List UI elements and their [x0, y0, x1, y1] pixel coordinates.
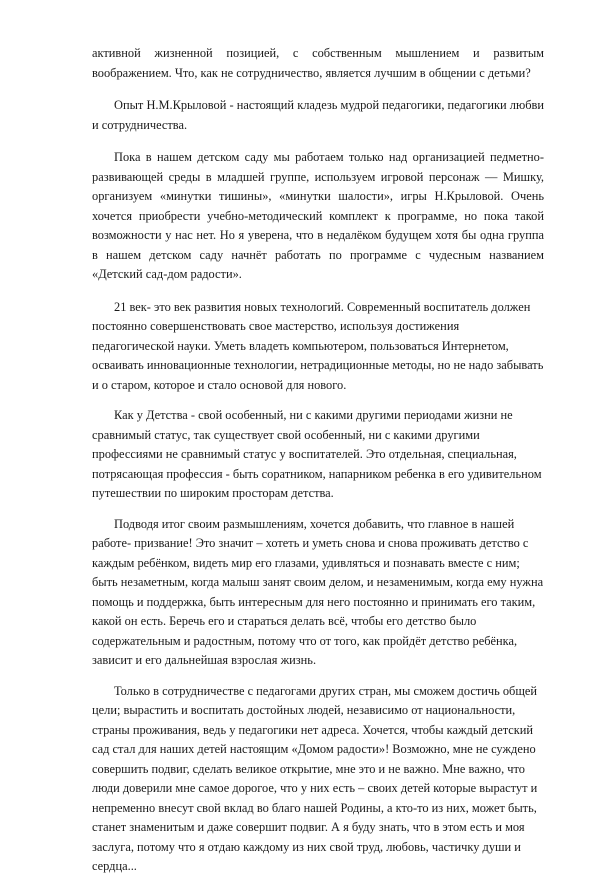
- paragraph-7: Только в сотрудничестве с педагогами других стран, мы сможем достичь общей цели; вырастить и воспитать достойных людей, независимо от национальности, страны проживания, ведь у педагогики нет адреса. Хочется, чтобы каждый детский сад стал для наших детей настоящим «Домом радости»! Возможно, мне не суждено совершить подвиг, сделать великое открытие, мне это и не важно. Мне важно, что люди доверили мне самое дорогое, что у них есть – своих детей которые вырастут и непременно внесут свой вклад во благо нашей Родины, а кто-то из них, может быть, станет знаменитым и даже совершит подвиг. А я буду знать, что в этом есть и моя заслуга, потому что я отдаю каждому из них свой труд, любовь, частичку души и сердца...: [92, 683, 538, 873]
- paragraph-4: 21 век- это век развития новых технологий. Современный воспитатель должен постоянно совершенствовать свое мастерство, используя достижения педагогической науки. Уметь владеть компьютером, пользоваться Интернетом, осваивать инновационные технологии, нетрадиционные методы, но не надо забывать и о старом, которое и стало основой для нового.: [92, 299, 544, 392]
- paragraph-5: Как у Детства - свой особенный, ни с какими другими периодами жизни не сравнимый статус, так существует свой особенный, ни с какими другими профессиями не сравнимый статус у воспитателей. Это отдельная, специальная, потрясающая профессия - быть соратником, напарником ребенка в его удивительном путешествии по широким просторам детства.: [92, 408, 542, 500]
- paragraph-1: активной жизненной позицией, с собственным мышлением и развитым воображением. Что, как не сотрудничество, является лучшим в общении с детьми?: [92, 46, 544, 80]
- document-body: [92, 44, 544, 877]
- paragraph-3: Пока в нашем детском саду мы работаем только над организацией педметно-развивающей среды в младшей группе, используем игровой персонаж — Мишку, организуем «минутки тишины», «минутки шалости», игры Н.Крыловой. Очень хочется приобрести учебно-методический комплект к программе, но пока такой возможности у нас нет. Но я уверена, что в недалёком будущем хотя бы одна группа в нашем детском саду начнёт работать по программе с чудесным названием «Детский сад-дом радости».: [92, 150, 544, 281]
- paragraph-6: Подводя итог своим размышлениям, хочется добавить, что главное в нашей работе- призвание! Это значит – хотеть и уметь снова и снова проживать детство с каждым ребёнком, видеть мир его глазами, удивляться и познавать вместе с ним; быть незаметным, когда малыш занят своим делом, и незаменимым, когда ему нужна помощь и поддержка, быть интересным для него постоянно и принимать его таким, какой он есть. Беречь его и стараться делать всё, чтобы его детство было содержательным и радостным, потому что от того, как пройдёт детство ребёнка, зависит и его дальнейшая взрослая жизнь.: [92, 516, 544, 667]
- paragraph-2: Опыт Н.М.Крыловой - настоящий кладезь мудрой педагогики, педагогики любви и сотрудничества.: [92, 98, 544, 132]
